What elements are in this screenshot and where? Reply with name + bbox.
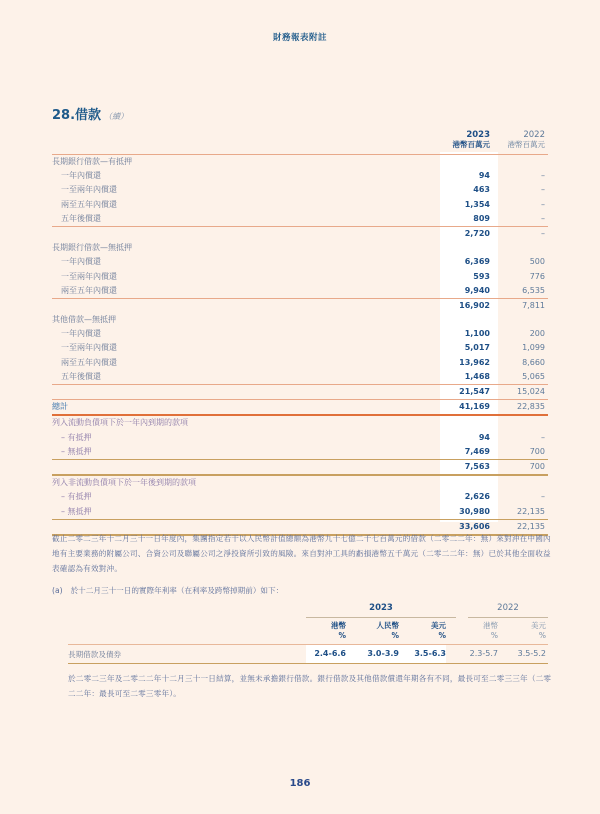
group-heading: 長期銀行借款—有抵押 bbox=[52, 157, 132, 166]
borrowings-table bbox=[52, 128, 548, 536]
table-row: 一年內償還 6,369 500 bbox=[61, 257, 545, 267]
total-row: 總計 41,169 22,835 bbox=[52, 400, 548, 416]
facilities-paragraph: 於二零二三年及二零二二年十二月三十一日結算，並無未承擔銀行借款。銀行借款及其他借款償還年期各有不同，最長可至二零三三年（二零二二年：最長可至二零三零年）。 bbox=[68, 674, 552, 698]
table-row: – 有抵押 2,626 – bbox=[61, 492, 545, 502]
page-number: 186 bbox=[289, 778, 311, 789]
section-name: 借款 bbox=[75, 108, 102, 123]
subtotal-row: 7,563 700 bbox=[52, 460, 548, 476]
table-row: 兩至五年內償還 9,940 6,535 bbox=[52, 284, 548, 299]
currency-header: 港幣 % bbox=[483, 621, 498, 640]
group-heading: 其他借款—無抵押 bbox=[52, 315, 116, 325]
current-heading: 列入流動負債項下於一年內到期的款項 bbox=[52, 418, 188, 428]
item-tag: (a) bbox=[52, 586, 63, 595]
currency-header: 美元 % bbox=[531, 621, 546, 640]
continued-note: （續） bbox=[104, 112, 129, 121]
table-row: – 無抵押 30,980 22,135 bbox=[52, 505, 548, 520]
section-number: 28. bbox=[52, 108, 76, 123]
subtotal-row: 2,720 – bbox=[464, 228, 545, 238]
table-row: 一年內償還 1,100 200 bbox=[61, 329, 545, 339]
section-title bbox=[52, 104, 128, 123]
table-row: – 無抵押 7,469 700 bbox=[52, 445, 548, 460]
rate-value: 2.4-6.6 bbox=[314, 649, 346, 658]
table-header bbox=[52, 128, 548, 155]
currency-header: 美元 % bbox=[431, 621, 446, 640]
currency-header: 人民幣 % bbox=[376, 621, 399, 640]
rate-value: 3.5-5.2 bbox=[517, 649, 546, 658]
subtotal-row: 21,547 15,024 bbox=[52, 385, 548, 400]
divider bbox=[68, 663, 548, 664]
table-row: 一至兩年內償還 5,017 1,099 bbox=[61, 343, 545, 353]
table-row: 一年內償還 94 – bbox=[61, 171, 545, 181]
table-row: 兩至五年內償還 1,354 – bbox=[61, 199, 545, 209]
column-header-2023: 2023 港幣百萬元 bbox=[452, 130, 490, 149]
table-row: 五年後償還 1,468 5,065 bbox=[52, 370, 548, 385]
subtotal-row: 16,902 7,811 bbox=[459, 300, 545, 310]
rates-heading: (a) 於十二月三十一日的實際年利率（在利率及跨幣掉期前）如下： bbox=[52, 586, 284, 595]
table-row: 五年後償還 809 – bbox=[52, 212, 548, 227]
subtotal-row: 33,606 22,135 bbox=[52, 520, 548, 536]
rate-row-label: 長期借款及債券 bbox=[68, 650, 122, 659]
table-row: 一至兩年內償還 463 – bbox=[61, 185, 545, 195]
group-heading: 長期銀行借款—無抵押 bbox=[52, 243, 132, 253]
table-row: 一至兩年內償還 593 776 bbox=[61, 271, 545, 281]
rate-value: 2.3-5.7 bbox=[469, 649, 498, 658]
hedging-paragraph: 截止二零二三年十二月三十一日年度內，集團指定若干以人民幣計值總額為港幣九十七億二千七百萬元的借款（二零二二年：無）來對沖在中國內地有主要業務的附屬公司、合資公司及聯屬公司之淨投資所引致的風險。來自對沖工具的虧損港幣五千萬元（二零二二年：無）已於其他全面收益表確認為有效對沖。 bbox=[52, 534, 551, 573]
rate-year-2022: 2022 bbox=[468, 603, 548, 618]
table-row: 兩至五年內償還 13,962 8,660 bbox=[61, 357, 545, 367]
rate-year-2023: 2023 bbox=[306, 603, 456, 618]
table-row: – 有抵押 94 – bbox=[61, 432, 545, 442]
rate-value: 3.0-3.9 bbox=[367, 649, 399, 658]
noncurrent-heading: 列入非流動負債項下於一年後到期的款項 bbox=[52, 478, 196, 488]
running-header: 財務報表附註 bbox=[272, 33, 327, 43]
rate-value: 3.5-6.3 bbox=[414, 649, 446, 658]
currency-header: 港幣 % bbox=[331, 621, 346, 640]
column-header-2022: 2022 港幣百萬元 bbox=[507, 130, 545, 149]
